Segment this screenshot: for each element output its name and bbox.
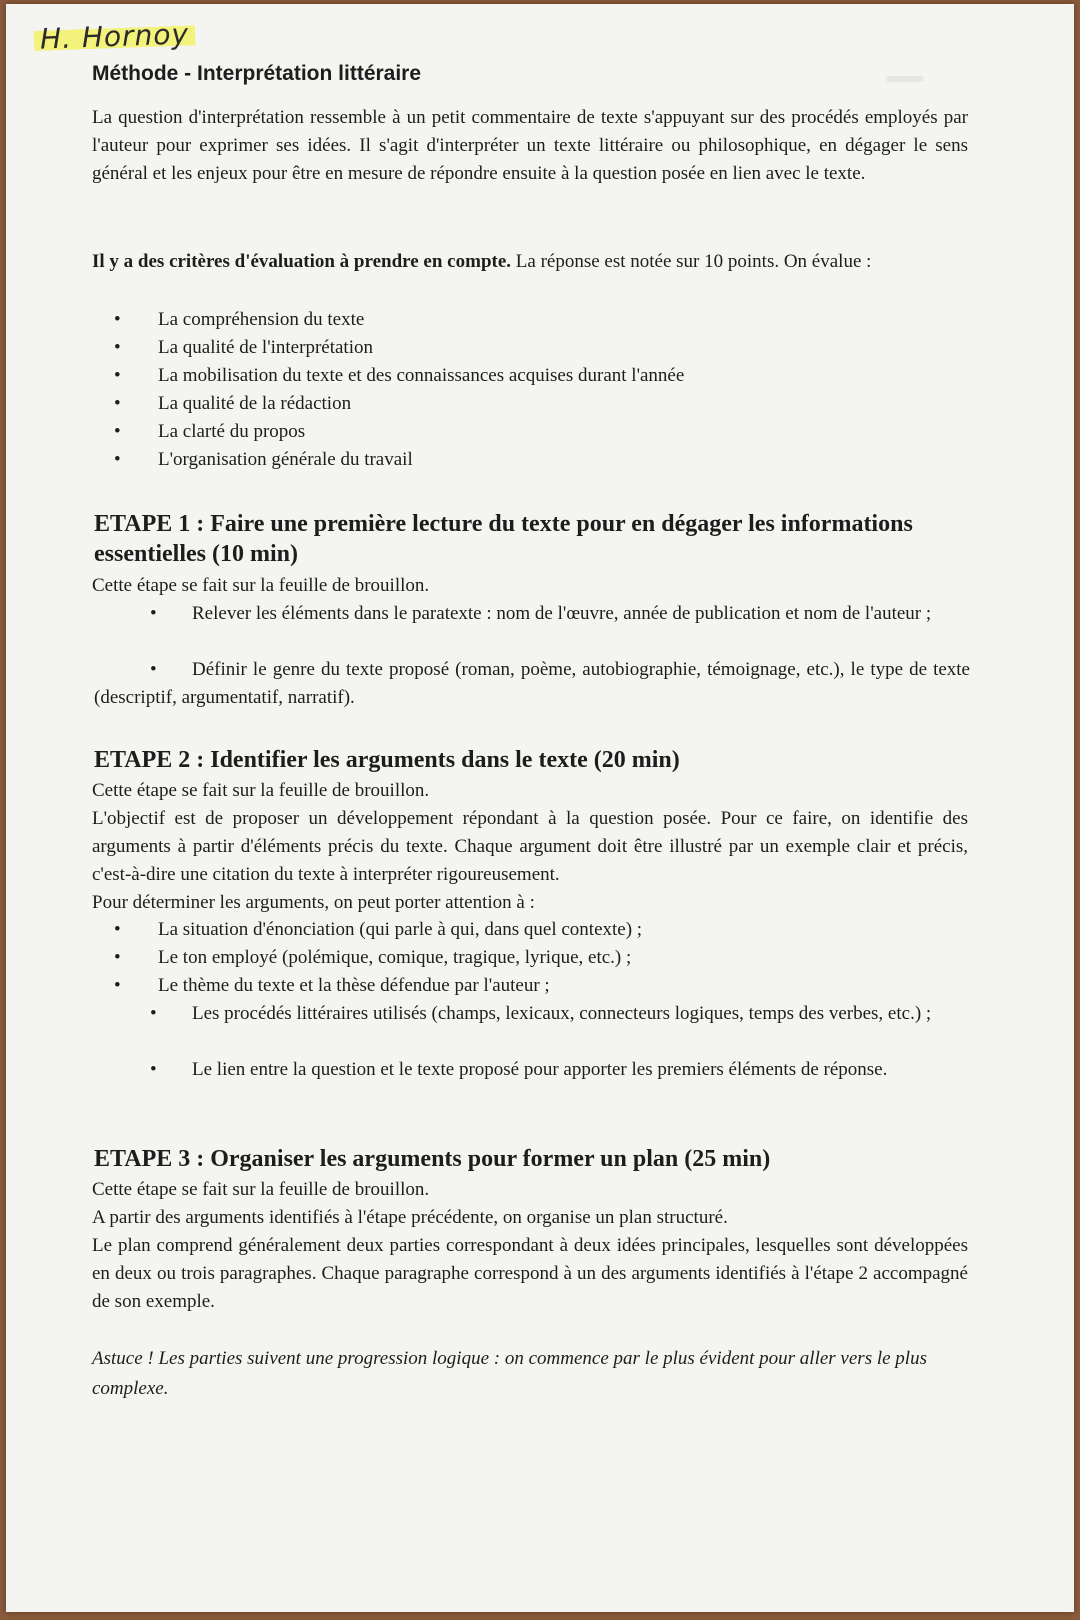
etape2-intro-line1: Cette étape se fait sur la feuille de brouillon. bbox=[92, 780, 430, 801]
etape2-heading: ETAPE 2 : Identifier les arguments dans le texte (20 min) bbox=[94, 747, 680, 773]
etape2-objective: L'objectif est de proposer un développement répondant à la question posée. Pour ce faire, on identifie des arguments à partir d'éléments précis du texte. Chaque argument doit être illustré par un exemple clair et précis, c'est-à-dire une citation du texte à interpréter rigoureusement. bbox=[92, 808, 968, 885]
list-item: • Le ton employé (polémique, comique, tragique, lyrique, etc.) ; bbox=[92, 944, 642, 972]
faint-mark bbox=[886, 76, 924, 82]
etape3-line3: Le plan comprend généralement deux parties correspondant à deux idées principales, lesquelles sont développées en deux ou trois paragraphes. Chaque paragraphe correspond à un des arguments identifiés à l'étape 2 accompagné de son exemple. bbox=[92, 1235, 968, 1312]
list-item: • La situation d'énonciation (qui parle à qui, dans quel contexte) ; bbox=[92, 916, 642, 944]
etape2-bullet-procedes: • Les procédés littéraires utilisés (champs, lexicaux, connecteurs logiques, temps des verbes, etc.) ; bbox=[94, 1000, 970, 1028]
etape2-attention-list bbox=[92, 916, 642, 1000]
list-item: • Le thème du texte et la thèse défendue par l'auteur ; bbox=[92, 972, 642, 1000]
list-item: • La qualité de l'interprétation bbox=[92, 334, 684, 362]
etape1-intro: Cette étape se fait sur la feuille de brouillon. bbox=[92, 575, 430, 596]
etape3-body bbox=[92, 1176, 968, 1316]
document-page bbox=[6, 4, 1074, 1612]
etape3-line2: A partir des arguments identifiés à l'étape précédente, on organise un plan structuré. bbox=[92, 1207, 728, 1228]
list-item: • La compréhension du texte bbox=[92, 306, 684, 334]
criteria-list bbox=[92, 306, 684, 474]
intro-paragraph: La question d'interprétation ressemble à un petit commentaire de texte s'appuyant sur des procédés employés par l'auteur pour exprimer ses idées. Il s'agit d'interpréter un texte littéraire ou philosophique, en dégager le sens général et les enjeux pour être en mesure de répondre ensuite à la question posée en lien avec le texte. bbox=[92, 107, 968, 184]
criteria-lead-bold: Il y a des critères d'évaluation à prendre en compte. bbox=[92, 251, 512, 272]
list-item: • La mobilisation du texte et des connaissances acquises durant l'année bbox=[92, 362, 684, 390]
etape1-bullet-genre: • Définir le genre du texte proposé (roman, poème, autobiographie, témoignage, etc.), le type de texte (descriptif, argumentatif, narratif). bbox=[94, 656, 970, 712]
etape2-intro bbox=[92, 777, 968, 917]
etape2-attention-lead: Pour déterminer les arguments, on peut porter attention à : bbox=[92, 892, 535, 913]
criteria-paragraph bbox=[92, 248, 968, 276]
handwritten-author-name: H. Hornoy bbox=[33, 17, 195, 56]
astuce-tip: Astuce ! Les parties suivent une progression logique : on commence par le plus évident pour aller vers le plus complexe. bbox=[92, 1348, 927, 1399]
etape3-line1: Cette étape se fait sur la feuille de brouillon. bbox=[92, 1179, 430, 1200]
list-item: • La qualité de la rédaction bbox=[92, 390, 684, 418]
etape1-heading: ETAPE 1 : Faire une première lecture du texte pour en dégager les informations essentielles (10 min) bbox=[94, 511, 913, 567]
list-item: • L'organisation générale du travail bbox=[92, 446, 684, 474]
criteria-lead-rest: La réponse est notée sur 10 points. On évalue : bbox=[511, 251, 872, 272]
list-item: • La clarté du propos bbox=[92, 418, 684, 446]
document-title: Méthode - Interprétation littéraire bbox=[92, 62, 422, 85]
etape1-bullet-paratexte: • Relever les éléments dans le paratexte : nom de l'œuvre, année de publication et nom de l'auteur ; bbox=[94, 600, 970, 628]
etape3-heading: ETAPE 3 : Organiser les arguments pour former un plan (25 min) bbox=[94, 1146, 771, 1172]
etape2-bullet-lien: • Le lien entre la question et le texte proposé pour apporter les premiers éléments de réponse. bbox=[94, 1056, 970, 1084]
